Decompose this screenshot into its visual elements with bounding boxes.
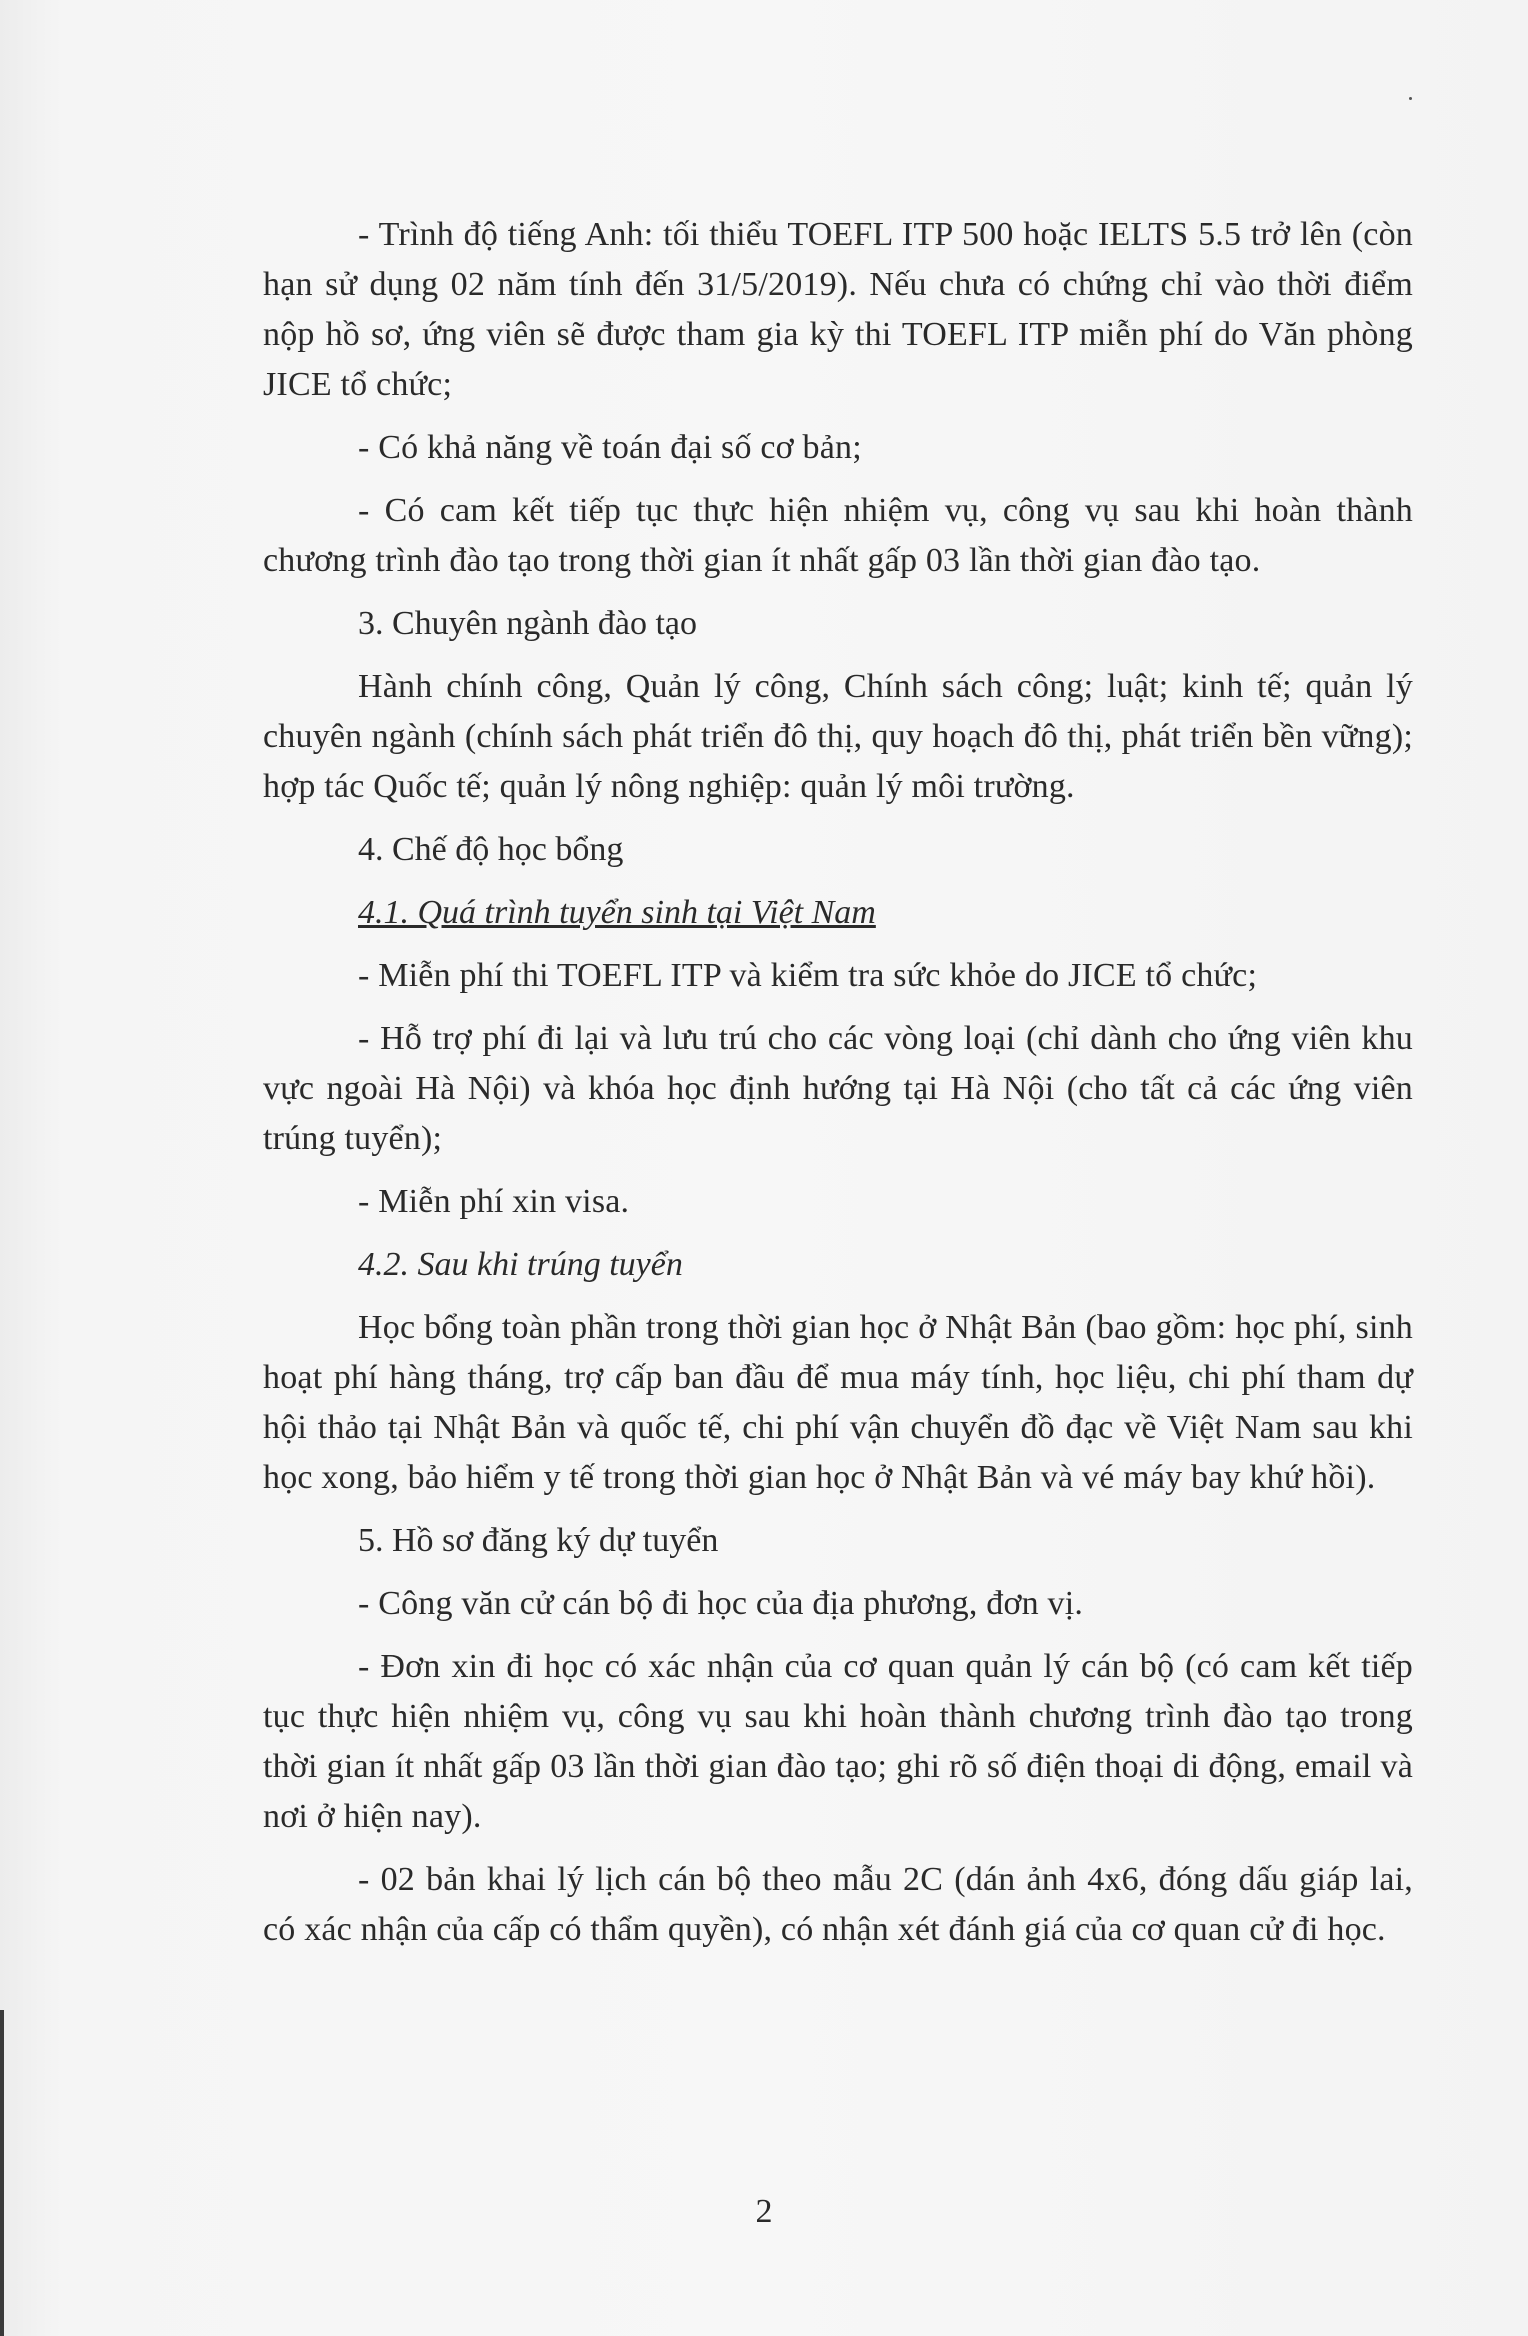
page-body [263, 210, 1413, 1968]
paragraph-english-requirement: - Trình độ tiếng Anh: tối thiểu TOEFL ITP 500 hoặc IELTS 5.5 trở lên (còn hạn sử dụng 02 năm tính đến 31/5/2019). Nếu chưa có chứng chỉ vào thời điểm nộp hồ sơ, ứng viên sẽ được tham gia kỳ thi TOEFL ITP miễn phí do Văn phòng JICE tổ chức; [263, 216, 1413, 403]
paragraph-official-letter: - Công văn cử cán bộ đi học của địa phương, đơn vị. [358, 1585, 1084, 1622]
paragraph-cv-copies: - 02 bản khai lý lịch cán bộ theo mẫu 2C (dán ảnh 4x6, đóng dấu giáp lai, có xác nhận của cấp có thẩm quyền), có nhận xét đánh giá của cơ quan cử đi học. [263, 1861, 1413, 1948]
paragraph-full-scholarship: Học bổng toàn phần trong thời gian học ở Nhật Bản (bao gồm: học phí, sinh hoạt phí hàng tháng, trợ cấp ban đầu để mua máy tính, học liệu, chi phí tham dự hội thảo tại Nhật Bản và quốc tế, chi phí vận chuyển đồ đạc về Việt Nam sau khi học xong, bảo hiểm y tế trong thời gian học ở Nhật Bản và vé máy bay khứ hồi). [263, 1309, 1413, 1496]
subheading-recruitment [263, 888, 1413, 938]
paragraph-free-toefl: - Miễn phí thi TOEFL ITP và kiểm tra sức khỏe do JICE tổ chức; [358, 957, 1258, 994]
subheading-recruitment-text: 4.1. Quá trình tuyển sinh tại Việt Nam [358, 894, 876, 931]
scan-speck [1409, 97, 1412, 100]
paragraph-math-requirement: - Có khả năng về toán đại số cơ bản; [358, 429, 862, 466]
section-heading-application: 5. Hồ sơ đăng ký dự tuyển [358, 1522, 719, 1559]
paragraph-travel-support: - Hỗ trợ phí đi lại và lưu trú cho các vòng loại (chỉ dành cho ứng viên khu vực ngoài Hà Nội) và khóa học định hướng tại Hà Nội (cho tất cả các ứng viên trúng tuyển); [263, 1020, 1413, 1157]
paragraph-majors: Hành chính công, Quản lý công, Chính sách công; luật; kinh tế; quản lý chuyên ngành (chính sách phát triển đô thị, quy hoạch đô thị, phát triển bền vững); hợp tác Quốc tế; quản lý nông nghiệp: quản lý môi trường. [263, 668, 1413, 805]
section-heading-scholarship: 4. Chế độ học bổng [358, 831, 624, 868]
subheading-after-admission: 4.2. Sau khi trúng tuyển [358, 1246, 683, 1283]
paragraph-application-form: - Đơn xin đi học có xác nhận của cơ quan quản lý cán bộ (có cam kết tiếp tục thực hiện nhiệm vụ, công vụ sau khi hoàn thành chương trình đào tạo trong thời gian ít nhất gấp 03 lần thời gian đào tạo; ghi rõ số điện thoại di động, email và nơi ở hiện nay). [263, 1648, 1413, 1835]
page-number: 2 [755, 2193, 773, 2230]
scan-edge-shadow [0, 2010, 4, 2336]
paragraph-free-visa: - Miễn phí xin visa. [358, 1183, 630, 1220]
paragraph-service-commitment: - Có cam kết tiếp tục thực hiện nhiệm vụ, công vụ sau khi hoàn thành chương trình đào tạo trong thời gian ít nhất gấp 03 lần thời gian đào tạo. [263, 492, 1413, 579]
section-heading-majors: 3. Chuyên ngành đào tạo [358, 605, 697, 642]
